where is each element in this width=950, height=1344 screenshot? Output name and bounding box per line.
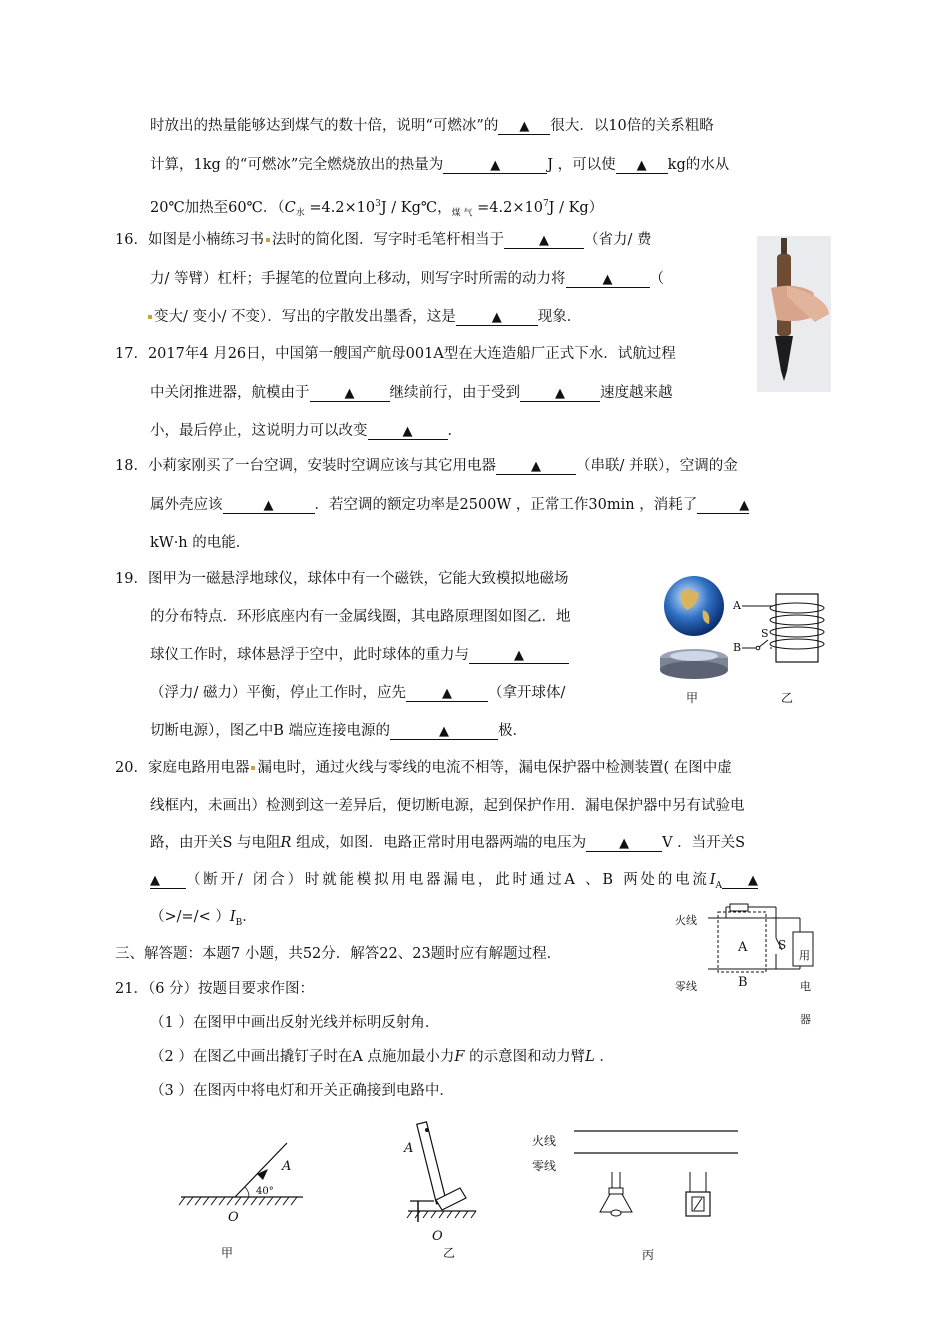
text: （1 ）在图甲中画出反射光线并标明反射角． — [150, 1015, 440, 1031]
text: （>/=/< ） — [150, 909, 230, 925]
answer-blank[interactable] — [504, 231, 584, 249]
blank-marker: ▲ — [530, 459, 541, 474]
point-a-label: A — [738, 940, 748, 955]
text: 属外壳应该 — [150, 497, 223, 513]
text: 的分布特点．环形底座内有一金属线圈，其电路原理图如图乙．地 — [150, 609, 571, 625]
dot-mark — [148, 315, 152, 319]
q19-line5 — [150, 722, 527, 740]
q20-line5 — [150, 908, 257, 932]
blank-marker: ▲ — [519, 119, 530, 134]
blank-marker: ▲ — [602, 272, 613, 287]
q15-line3 — [150, 195, 603, 223]
point-a-label: A — [404, 1141, 414, 1156]
answer-blank[interactable] — [390, 722, 498, 740]
q15-line1 — [150, 117, 714, 135]
dot-mark — [266, 238, 270, 242]
text: 如图是小楠练习书 — [147, 232, 264, 248]
blank-marker: ▲ — [491, 310, 502, 325]
switch-label: S — [761, 627, 769, 640]
switch-label: S — [778, 938, 787, 952]
blank-marker: ▲ — [344, 386, 355, 401]
blank-marker: ▲ — [636, 158, 647, 173]
answer-blank[interactable] — [406, 684, 488, 702]
subscript: B — [235, 917, 243, 928]
text: =4.2×10 — [304, 199, 376, 216]
text: 图甲为一磁悬浮地球仪，球体中有一个磁铁，它能大致模拟地磁场 — [147, 571, 569, 587]
text: 组成，如图．电路正常时用电器两端的电压为 — [291, 835, 587, 851]
q20-line2 — [150, 797, 745, 815]
question-number: 18． — [115, 458, 148, 474]
q17-line2 — [150, 384, 673, 402]
q18-line1 — [115, 457, 738, 475]
q16-line1 — [115, 231, 651, 249]
blank-marker: ▲ — [739, 498, 750, 513]
text: 中关闭推进器，航模由于 — [150, 385, 310, 401]
neutral-wire-label: 零线 — [675, 980, 697, 993]
text: （串联/ 并联），空调的金 — [575, 458, 738, 474]
text: 三、解答题：本题7 小题，共52分．解答22、23题时应有解题过程． — [115, 946, 562, 962]
text: I — [709, 872, 716, 888]
text: 家庭电路用电器 — [147, 760, 250, 776]
q20-line4 — [150, 871, 758, 895]
section-heading — [115, 945, 561, 963]
text: （3 ）在图丙中将电灯和开关正确接到电路中． — [150, 1083, 454, 1099]
text: （6 分）按题目要求作图： — [147, 981, 315, 997]
point-o-label: O — [432, 1229, 443, 1244]
angle-label: 40° — [256, 1186, 274, 1197]
lamp-switch-figure — [572, 1124, 742, 1224]
q18-line2 — [150, 496, 749, 514]
text: I — [229, 909, 236, 925]
q21-line1 — [115, 980, 314, 998]
answer-blank[interactable] — [223, 496, 315, 514]
q16-line2 — [150, 270, 664, 288]
answer-blank[interactable] — [722, 871, 758, 889]
text: V ．当开关S — [662, 835, 746, 851]
text: （2 ）在图乙中画出撬钉子时在A 点施加最小力 — [150, 1049, 455, 1065]
text: 继续前行，由于受到 — [389, 385, 520, 401]
q21-sub2 — [150, 1048, 614, 1066]
text: C — [284, 199, 296, 216]
figure-caption: 乙 — [781, 691, 794, 705]
text: （浮力/ 磁力）平衡，停止工作时，应先 — [150, 685, 406, 701]
terminal-b-label: B — [733, 641, 742, 654]
blank-marker: ▲ — [619, 836, 630, 851]
text: ． — [594, 1049, 614, 1065]
q21-sub3 — [150, 1082, 454, 1100]
answer-blank[interactable] — [586, 834, 662, 852]
q18-line3 — [150, 534, 250, 552]
text: =4.2×10 — [472, 199, 543, 216]
text: 2017年4 月26日，中国第一艘国产航母001A型在大连造船厂正式下水．试航过程 — [147, 346, 676, 362]
appliance-label: 用 — [799, 949, 810, 962]
text: J ，可以使 — [547, 157, 616, 173]
q19-line4 — [150, 684, 565, 702]
text: L — [585, 1049, 595, 1065]
blank-marker: ▲ — [514, 648, 524, 663]
blank-marker: ▲ — [150, 873, 160, 888]
question-number: 21． — [115, 981, 148, 997]
brush-photo — [757, 236, 831, 392]
text: （ — [649, 271, 664, 287]
text: 时放出的热量能够达到煤气的数十倍，说明“可燃冰”的 — [150, 118, 499, 134]
figure-caption: 甲 — [686, 691, 699, 705]
point-b-label: B — [738, 975, 748, 990]
blank-marker: ▲ — [747, 873, 758, 888]
text: 球仪工作时，球体悬浮于空中，此时球体的重力与 — [150, 647, 469, 663]
answer-blank[interactable] — [697, 496, 749, 514]
question-number: 20． — [115, 760, 148, 776]
blank-marker: ▲ — [555, 386, 565, 401]
answer-blank[interactable] — [566, 270, 650, 288]
blank-marker: ▲ — [490, 158, 501, 173]
dot-mark — [251, 766, 255, 770]
answer-blank[interactable] — [310, 384, 390, 402]
q19-line3 — [150, 646, 569, 664]
text: 极． — [498, 723, 528, 739]
text: ．若空调的额定功率是2500W ，正常工作30min ，消耗了 — [314, 497, 698, 513]
text: 力/ 等臂）杠杆；手握笔的位置向上移动，则写字时所需的动力将 — [150, 271, 566, 287]
coil-circuit-figure — [728, 590, 832, 668]
figure-caption: 乙 — [443, 1246, 456, 1260]
answer-blank[interactable] — [520, 384, 600, 402]
q20-line3 — [150, 834, 745, 852]
text: （拿开球体/ — [488, 685, 566, 701]
text: 现象． — [537, 309, 582, 325]
q16-line3 — [146, 308, 581, 326]
subscript: 水 — [295, 208, 305, 219]
subscript: A — [715, 880, 722, 891]
subscript: 煤 气 — [451, 208, 473, 219]
claw-hammer-figure — [400, 1118, 480, 1228]
answer-blank[interactable] — [443, 156, 547, 174]
superscript: 7 — [542, 199, 549, 209]
text: 速度越来越 — [600, 385, 673, 401]
blank-marker: ▲ — [442, 686, 452, 701]
text: kg的水从 — [667, 157, 730, 173]
neutral-wire-label: 零线 — [532, 1159, 557, 1173]
question-number: 19． — [115, 571, 148, 587]
blank-marker: ▲ — [402, 424, 413, 439]
answer-blank[interactable] — [498, 117, 550, 135]
text: 很大．以10倍的关系粗略 — [550, 118, 714, 134]
text: （断开/ 闭合）时就能模拟用电器漏电，此时通过A 、B 两处的电流 — [186, 872, 710, 888]
figure-caption: 甲 — [221, 1246, 234, 1260]
point-o-label: O — [228, 1210, 239, 1225]
q20-line1 — [115, 759, 732, 777]
live-wire-label: 火线 — [675, 914, 697, 927]
figure-caption: 丙 — [642, 1248, 655, 1262]
q19-line1 — [115, 570, 568, 588]
text: 漏电时，通过火线与零线的电流不相等，漏电保护器中检测装置( 在图中虚 — [257, 760, 732, 776]
answer-blank[interactable] — [456, 308, 538, 326]
text: J / Kg） — [548, 199, 604, 216]
q15-line2 — [150, 156, 729, 174]
answer-blank[interactable] — [150, 871, 186, 889]
text: ． — [242, 909, 257, 925]
answer-blank[interactable] — [496, 457, 576, 475]
q17-line3 — [150, 422, 462, 440]
text: 切断电源），图乙中B 端应连接电源的 — [150, 723, 391, 739]
leakage-protector-circuit — [690, 898, 830, 988]
text: 变大/ 变小/ 不变）．写出的字散发出墨香，这是 — [154, 309, 456, 325]
text: R — [280, 835, 292, 851]
q17-line1 — [115, 345, 676, 363]
question-number: 16． — [115, 232, 148, 248]
appliance-label: 器 — [800, 1013, 811, 1026]
text: 的示意图和动力臂 — [464, 1049, 586, 1065]
answer-blank[interactable] — [616, 156, 668, 174]
text: 20℃加热至60℃．（ — [150, 199, 285, 216]
live-wire-label: 火线 — [532, 1134, 557, 1148]
text: F — [454, 1049, 465, 1065]
superscript: 3 — [375, 199, 381, 209]
maglev-globe-figure — [653, 572, 735, 680]
blank-marker: ▲ — [538, 233, 549, 248]
blank-marker: ▲ — [263, 498, 274, 513]
appliance-label: 电 — [800, 980, 811, 993]
text: 小莉家刚买了一台空调，安装时空调应该与其它用电器 — [147, 458, 496, 474]
answer-blank[interactable] — [469, 646, 569, 664]
point-a-label: A — [282, 1159, 292, 1174]
text: 法时的简化图．写字时毛笔杆相当于 — [271, 232, 504, 248]
text: （省力/ 费 — [583, 232, 652, 248]
blank-marker: ▲ — [439, 724, 450, 739]
question-number: 17． — [115, 346, 148, 362]
q21-sub1 — [150, 1014, 439, 1032]
q19-line2 — [150, 608, 571, 626]
text: 小，最后停止，这说明力可以改变 — [150, 423, 368, 439]
text: 线框内，未画出）检测到这一差异后，便切断电源，起到保护作用．漏电保护器中另有试验电 — [150, 798, 745, 814]
text: J / Kg℃， — [380, 199, 452, 216]
text: ． — [447, 423, 462, 439]
text: 计算，1kg 的“可燃冰”完全燃烧放出的热量为 — [150, 157, 444, 173]
answer-blank[interactable] — [368, 422, 448, 440]
terminal-a-label: A — [733, 599, 741, 612]
text: kW·h 的电能． — [150, 535, 251, 551]
text: 路，由开关S 与电阻 — [150, 835, 281, 851]
